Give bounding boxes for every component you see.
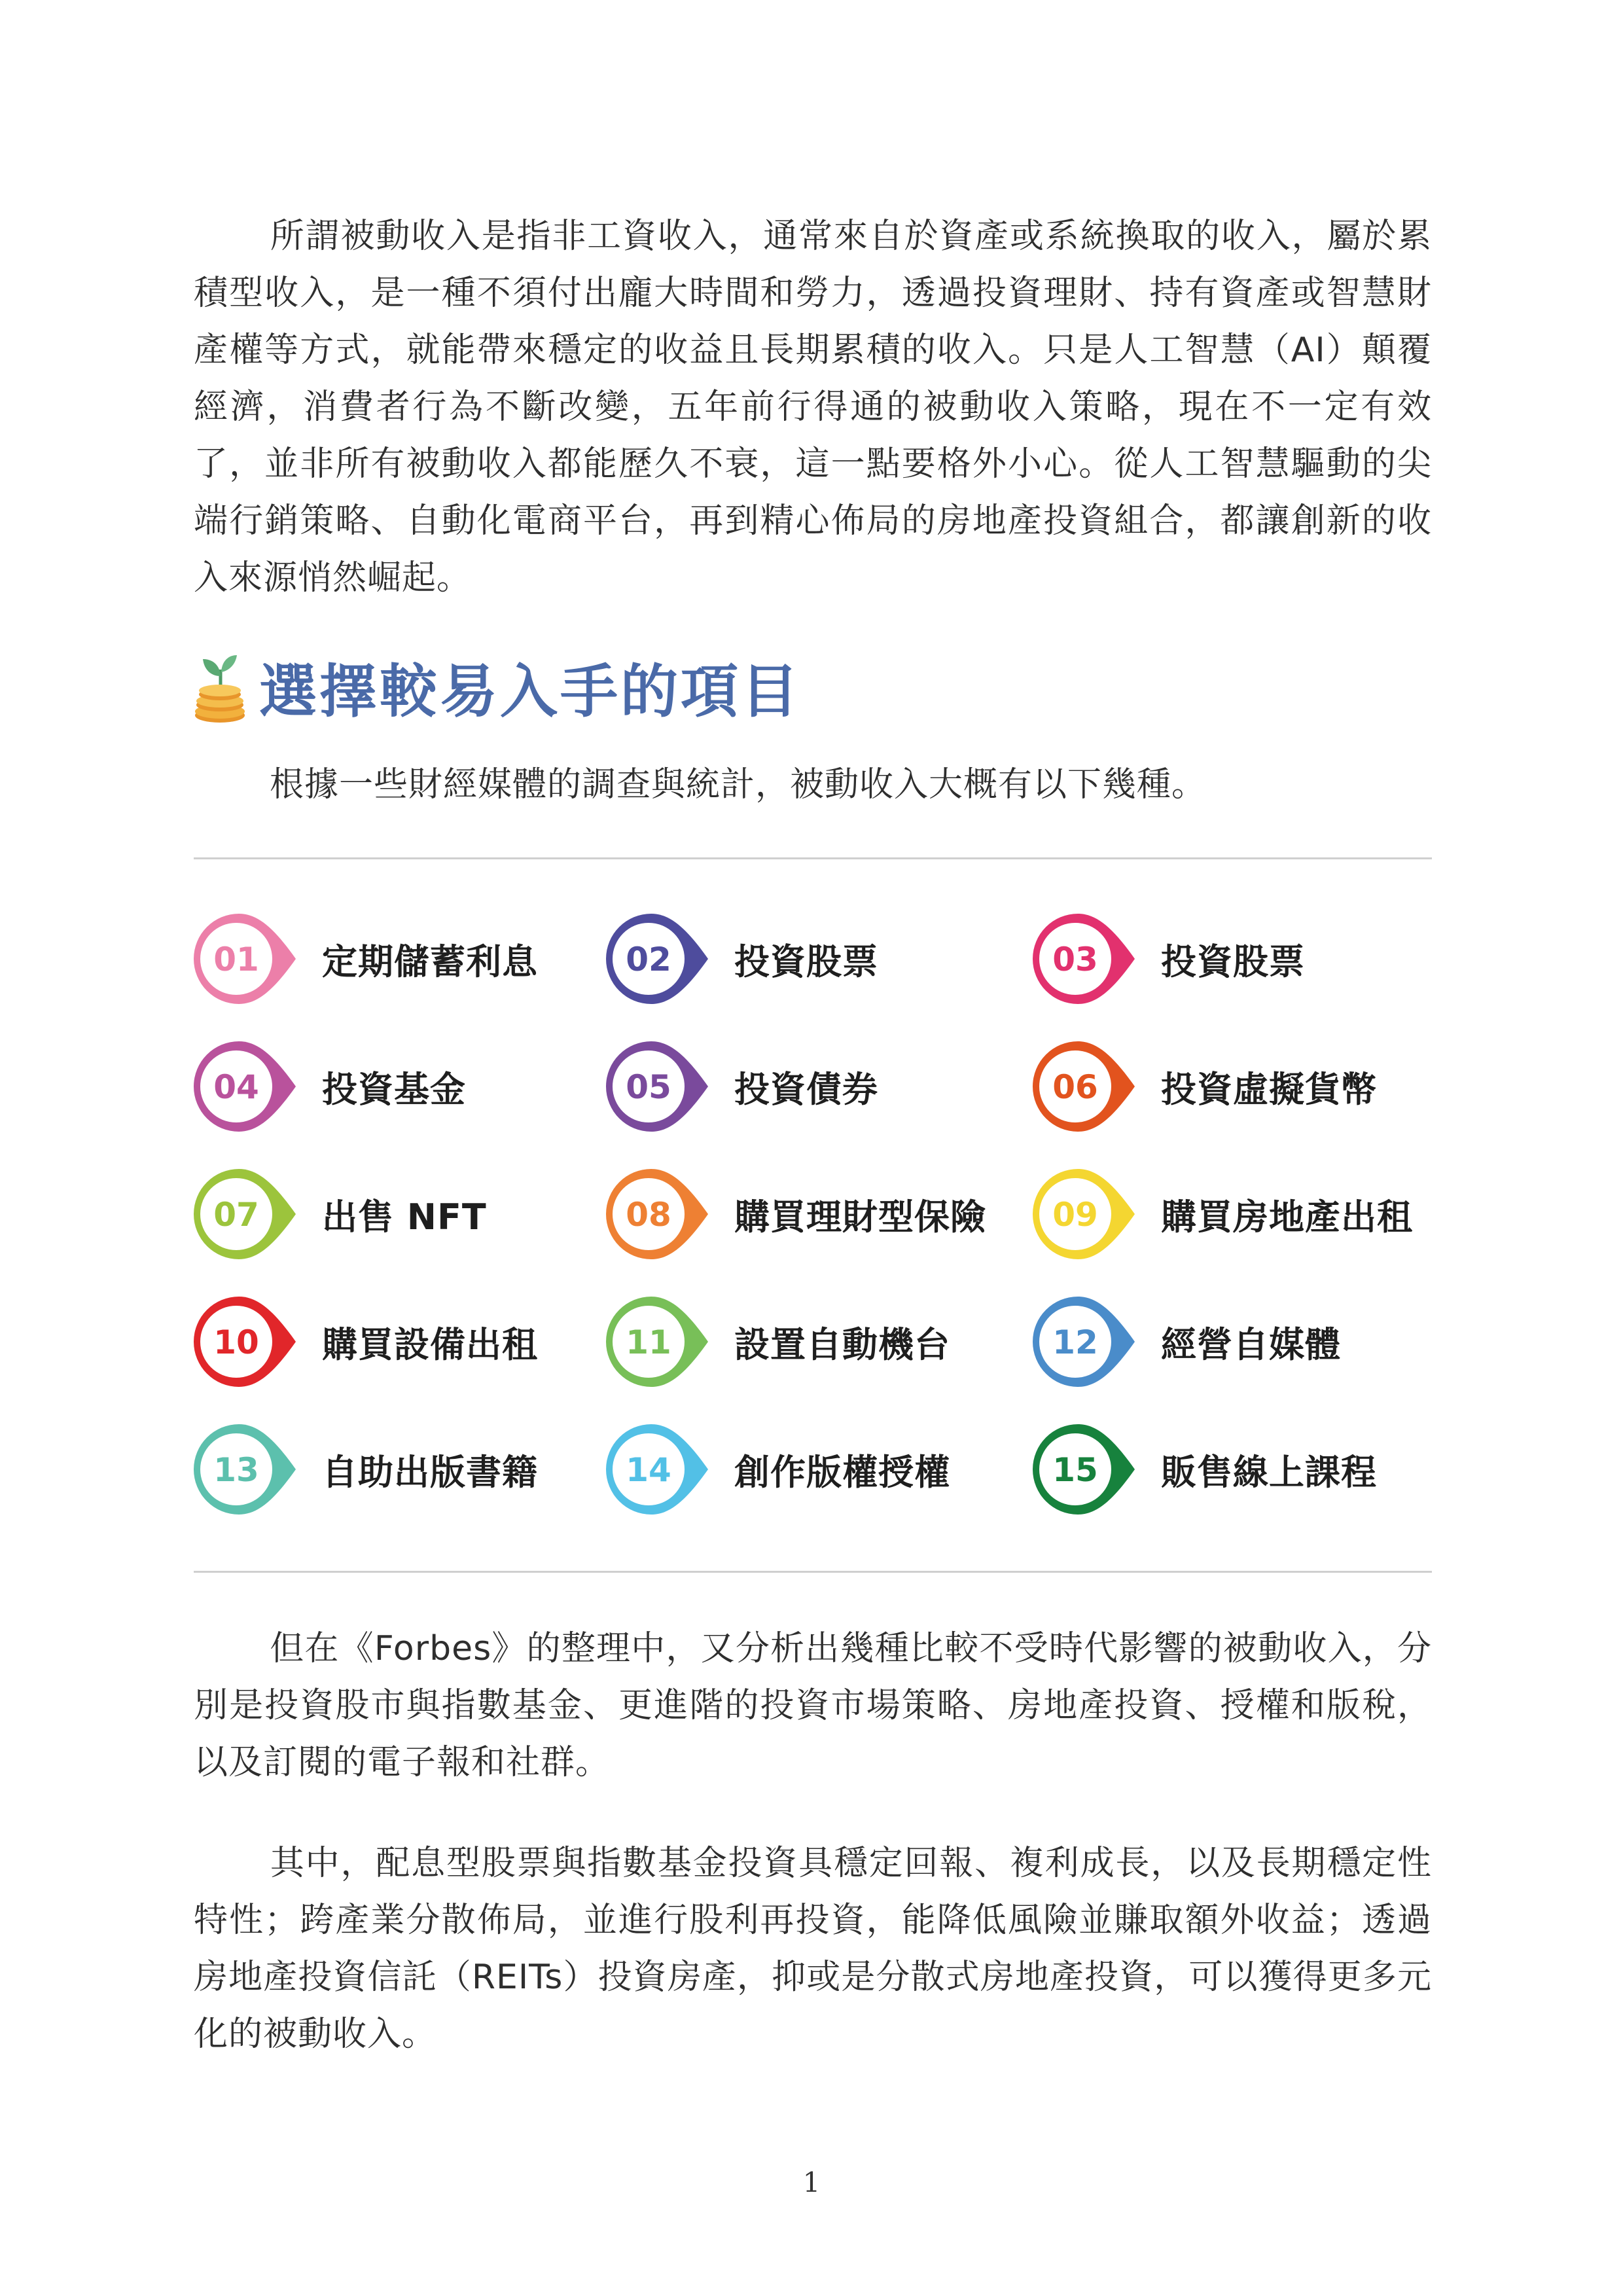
number-badge	[190, 1293, 300, 1391]
number-badge	[602, 1165, 712, 1263]
income-item	[190, 1037, 466, 1136]
income-item-label: 購買房地產出租	[1161, 1196, 1413, 1238]
income-item-label: 設置自動機台	[734, 1323, 950, 1365]
income-item-label: 投資債券	[734, 1068, 878, 1110]
income-item	[1029, 1293, 1341, 1391]
badge-number: 09	[1052, 1196, 1098, 1234]
number-badge	[190, 1420, 300, 1518]
badge-number: 01	[213, 941, 259, 978]
number-badge	[602, 1293, 712, 1391]
forbes-text: 但在《Forbes》的整理中，又分析出幾種比較不受時代影響的被動收入，分別是投資股市與指數基金、更進階的投資市場策略、房地產投資、授權和版稅，以及訂閱的電子報和社群。	[194, 1629, 1432, 1782]
badge-number: 15	[1052, 1451, 1098, 1489]
dividend-text: 其中，配息型股票與指數基金投資具穩定回報、複利成長，以及長期穩定性特性；跨產業分散佈局，並進行股利再投資，能降低風險並賺取額外收益；透過房地產投資信託（REITs）投資房產，抑或是分散式房地產投資，可以獲得更多元化的被動收入。	[194, 1844, 1432, 2054]
income-item-label: 創作版權授權	[734, 1451, 950, 1493]
forbes-paragraph	[194, 1621, 1432, 1791]
number-badge	[190, 910, 300, 1008]
badge-number: 08	[626, 1196, 671, 1234]
divider-top	[194, 857, 1432, 859]
income-item	[190, 1165, 487, 1263]
badge-number: 13	[213, 1451, 259, 1489]
survey-paragraph	[194, 757, 1432, 814]
badge-number: 10	[213, 1323, 259, 1361]
section-heading	[191, 645, 801, 730]
income-item-label: 投資股票	[1161, 941, 1305, 982]
income-item-label: 出售 NFT	[322, 1196, 487, 1238]
number-badge	[1029, 1420, 1139, 1518]
badge-number: 06	[1052, 1068, 1098, 1106]
income-item-label: 經營自媒體	[1161, 1323, 1341, 1365]
income-item-label: 購買設備出租	[322, 1323, 538, 1365]
income-item-label: 定期儲蓄利息	[322, 941, 538, 982]
income-item	[602, 1420, 950, 1518]
number-badge	[1029, 1037, 1139, 1136]
income-item	[1029, 1037, 1377, 1136]
income-item-label: 投資虛擬貨幣	[1161, 1068, 1377, 1110]
income-item	[602, 910, 878, 1008]
income-item-label: 投資基金	[322, 1068, 466, 1110]
badge-number: 02	[626, 941, 671, 978]
intro-text: 所謂被動收入是指非工資收入，通常來自於資產或系統換取的收入，屬於累積型收入，是一種不須付出龐大時間和勞力，透過投資理財、持有資產或智慧財產權等方式，就能帶來穩定的收益且長期累積的收入。只是人工智慧（AI）顛覆經濟，消費者行為不斷改變，五年前行得通的被動收入策略，現在不一定有效了，並非所有被動收入都能歷久不衰，這一點要格外小心。從人工智慧驅動的尖端行銷策略、自動化電商平台，再到精心佈局的房地產投資組合，都讓創新的收入來源悄然崛起。	[194, 217, 1432, 598]
badge-number: 11	[626, 1323, 671, 1361]
dividend-paragraph	[194, 1835, 1432, 2063]
badge-number: 12	[1052, 1323, 1098, 1361]
number-badge	[602, 910, 712, 1008]
plant-coins-icon	[191, 650, 250, 725]
divider-bottom	[194, 1571, 1432, 1573]
income-item	[1029, 1420, 1377, 1518]
number-badge	[1029, 1165, 1139, 1263]
income-item-label: 販售線上課程	[1161, 1451, 1377, 1493]
income-item	[602, 1165, 986, 1263]
income-item-label: 購買理財型保險	[734, 1196, 986, 1238]
number-badge	[1029, 1293, 1139, 1391]
income-item	[190, 1293, 538, 1391]
income-item	[602, 1037, 878, 1136]
number-badge	[602, 1037, 712, 1136]
intro-paragraph	[194, 208, 1432, 607]
income-item	[1029, 1165, 1413, 1263]
income-item	[190, 910, 538, 1008]
number-badge	[602, 1420, 712, 1518]
survey-text: 根據一些財經媒體的調查與統計，被動收入大概有以下幾種。	[270, 765, 1207, 804]
badge-number: 05	[626, 1068, 671, 1106]
income-item	[602, 1293, 950, 1391]
income-item-label: 自助出版書籍	[322, 1451, 538, 1493]
page-number: 1	[802, 2166, 821, 2198]
number-badge	[190, 1037, 300, 1136]
section-title: 選擇較易入手的項目	[259, 658, 802, 725]
income-item	[1029, 910, 1305, 1008]
badge-number: 04	[213, 1068, 259, 1106]
income-type-grid	[190, 910, 1440, 1538]
number-badge	[1029, 910, 1139, 1008]
badge-number: 07	[213, 1196, 259, 1234]
badge-number: 03	[1052, 941, 1098, 978]
income-item-label: 投資股票	[734, 941, 878, 982]
number-badge	[190, 1165, 300, 1263]
income-item	[190, 1420, 538, 1518]
badge-number: 14	[626, 1451, 671, 1489]
